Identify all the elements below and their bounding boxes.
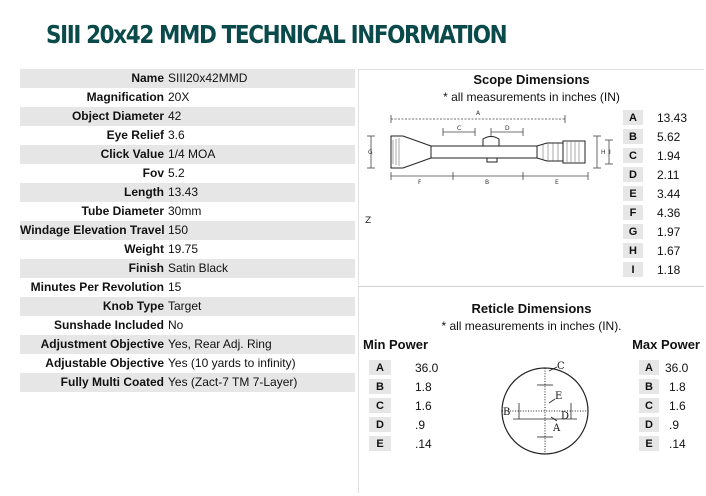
dimension-letter: A — [639, 360, 659, 375]
spec-value: 5.2 — [168, 166, 185, 180]
spec-label: Magnification — [86, 90, 164, 104]
spec-row-magnification — [20, 88, 355, 107]
svg-text:G: G — [368, 149, 373, 156]
page-title: SIII 20x42 MMD TECHNICAL INFORMATION — [46, 20, 507, 49]
spec-value: 1/4 MOA — [168, 147, 216, 161]
scope-diagram — [363, 106, 615, 231]
spec-label: Object Diameter — [71, 109, 164, 123]
dimension-value: 36.0 — [415, 360, 439, 375]
scope-side-label: Z — [365, 216, 372, 226]
spec-label: Sunshade Included — [53, 318, 164, 332]
spec-label: Fov — [142, 166, 164, 180]
dimension-letter: B — [639, 379, 659, 394]
dimension-value: 1.8 — [669, 379, 686, 394]
dimension-letter: A — [623, 110, 643, 125]
dimension-letter: E — [623, 186, 643, 201]
spec-label: Finish — [128, 261, 164, 275]
scope-dimensions-subtitle: * all measurements in inches (IN) — [443, 90, 620, 104]
svg-text:B: B — [485, 179, 490, 186]
spec-row-click-value — [20, 145, 355, 164]
dimension-letter: A — [369, 360, 391, 375]
spec-value: 15 — [168, 280, 182, 294]
spec-row-object-diameter — [20, 107, 355, 126]
spec-row-tube-diameter — [20, 202, 355, 221]
svg-text:A: A — [476, 110, 481, 117]
svg-text:F: F — [418, 179, 422, 186]
max-power-row-a — [639, 358, 688, 377]
svg-text:C: C — [557, 361, 565, 372]
spec-value: Satin Black — [168, 261, 229, 275]
spec-label: Name — [131, 71, 164, 85]
dimension-letter: C — [369, 398, 391, 413]
dimension-letter: C — [639, 398, 659, 413]
spec-label: Click Value — [100, 147, 164, 161]
dimension-value: 2.11 — [657, 167, 680, 182]
svg-text:A: A — [553, 423, 561, 434]
spec-row-finish — [20, 259, 355, 278]
spec-row-adjustable-objective — [20, 354, 355, 373]
dimension-value: 1.6 — [415, 398, 432, 413]
spec-label: Tube Diameter — [81, 204, 164, 218]
min-power-label: Min Power — [363, 337, 429, 352]
dimension-letter: H — [623, 243, 643, 258]
spec-row-minutes-per-revolution — [20, 278, 355, 297]
spec-row-sunshade-included — [20, 316, 355, 335]
dimension-value: 1.18 — [657, 262, 681, 277]
spec-row-fully-multi-coated — [20, 373, 355, 392]
dimension-row-g — [623, 222, 687, 241]
spec-label: Adjustable Objective — [45, 356, 164, 370]
svg-text:B: B — [503, 407, 511, 418]
reticle-dimensions-subtitle: * all measurements in inches (IN). — [441, 319, 622, 333]
spec-value: 19.75 — [168, 242, 199, 256]
dimension-letter: B — [623, 129, 643, 144]
dimension-value: 1.94 — [657, 148, 681, 163]
scope-dimension-list — [623, 108, 687, 279]
spec-value: 30mm — [168, 204, 202, 218]
dimension-letter: G — [623, 224, 643, 239]
dimension-value: 4.36 — [657, 205, 681, 220]
spec-row-windage-elevation-travel — [20, 221, 355, 240]
spec-row-name — [20, 69, 355, 88]
dimension-row-a — [623, 108, 687, 127]
spec-row-adjustment-objective — [20, 335, 355, 354]
dimension-value: 1.6 — [669, 398, 686, 413]
spec-value: 13.43 — [168, 185, 199, 199]
reticle-dimensions-title: Reticle Dimensions — [471, 301, 592, 316]
spec-table — [20, 69, 355, 392]
spec-value: Yes, Rear Adj. Ring — [168, 337, 272, 351]
dimension-value: 1.97 — [657, 224, 681, 239]
dimension-row-f — [623, 203, 687, 222]
spec-label: Length — [124, 185, 164, 199]
dimension-letter: D — [369, 417, 391, 432]
dimension-letter: B — [369, 379, 391, 394]
spec-value: 20X — [168, 90, 190, 104]
scope-dimensions-title: Scope Dimensions — [473, 72, 590, 87]
spec-value: 150 — [168, 223, 189, 237]
svg-text:I: I — [609, 149, 611, 156]
spec-value: 42 — [168, 109, 182, 123]
spec-row-eye-relief — [20, 126, 355, 145]
svg-text:H: H — [601, 149, 606, 156]
spec-value: 3.6 — [168, 128, 185, 142]
dimension-row-h — [623, 241, 687, 260]
dimension-value: 1.8 — [415, 379, 432, 394]
max-power-label: Max Power — [632, 337, 700, 352]
spec-label: Fully Multi Coated — [60, 375, 164, 389]
dimension-value: 1.67 — [657, 243, 681, 258]
min-power-list — [369, 358, 438, 453]
svg-text:D: D — [505, 125, 510, 132]
scope-dimensions-panel — [358, 69, 704, 285]
svg-text:C: C — [457, 125, 462, 132]
spec-value: Target — [168, 299, 202, 313]
spec-label: Knob Type — [102, 299, 164, 313]
dimension-value: .9 — [415, 417, 426, 432]
dimension-value: 36.0 — [665, 360, 689, 375]
dimension-row-i — [623, 260, 687, 279]
spec-row-length — [20, 183, 355, 202]
dimension-value: .9 — [669, 417, 680, 432]
dimension-value: .14 — [669, 436, 686, 451]
spec-value: Yes (10 yards to infinity) — [168, 356, 296, 370]
svg-text:D: D — [561, 411, 570, 422]
dimension-letter: C — [623, 148, 643, 163]
min-power-row-b — [369, 377, 438, 396]
svg-text:E: E — [555, 391, 563, 402]
spec-value: Yes (Zact-7 TM 7-Layer) — [168, 375, 298, 389]
spec-label: Adjustment Objective — [40, 337, 164, 351]
spec-row-weight — [20, 240, 355, 259]
dimension-row-b — [623, 127, 687, 146]
dimension-row-d — [623, 165, 687, 184]
max-power-row-d — [639, 415, 688, 434]
spec-label: Eye Relief — [106, 128, 164, 142]
reticle-diagram — [499, 353, 591, 469]
dimension-letter: D — [639, 417, 659, 432]
max-power-row-e — [639, 434, 688, 453]
max-power-list — [639, 358, 688, 453]
max-power-row-b — [639, 377, 688, 396]
spec-row-fov — [20, 164, 355, 183]
dimension-letter: I — [623, 262, 643, 277]
dimension-row-c — [623, 146, 687, 165]
spec-value: SIII20x42MMD — [168, 71, 248, 85]
dimension-letter: E — [639, 436, 659, 451]
spec-label: Windage Elevation Travel — [20, 223, 165, 237]
max-power-row-c — [639, 396, 688, 415]
dimension-value: 13.43 — [657, 110, 688, 125]
dimension-row-e — [623, 184, 687, 203]
spec-value: No — [168, 318, 184, 332]
dimension-letter: E — [369, 436, 391, 451]
reticle-dimensions-panel — [358, 286, 704, 493]
svg-text:E: E — [555, 179, 559, 186]
min-power-row-d — [369, 415, 438, 434]
spec-label: Weight — [124, 242, 164, 256]
dimension-value: .14 — [415, 436, 432, 451]
spec-label: Minutes Per Revolution — [30, 280, 164, 294]
min-power-row-e — [369, 434, 438, 453]
min-power-row-c — [369, 396, 438, 415]
dimension-letter: F — [623, 205, 643, 220]
dimension-value: 3.44 — [657, 186, 681, 201]
dimension-value: 5.62 — [657, 129, 681, 144]
dimension-letter: D — [623, 167, 643, 182]
spec-row-knob-type — [20, 297, 355, 316]
min-power-row-a — [369, 358, 438, 377]
